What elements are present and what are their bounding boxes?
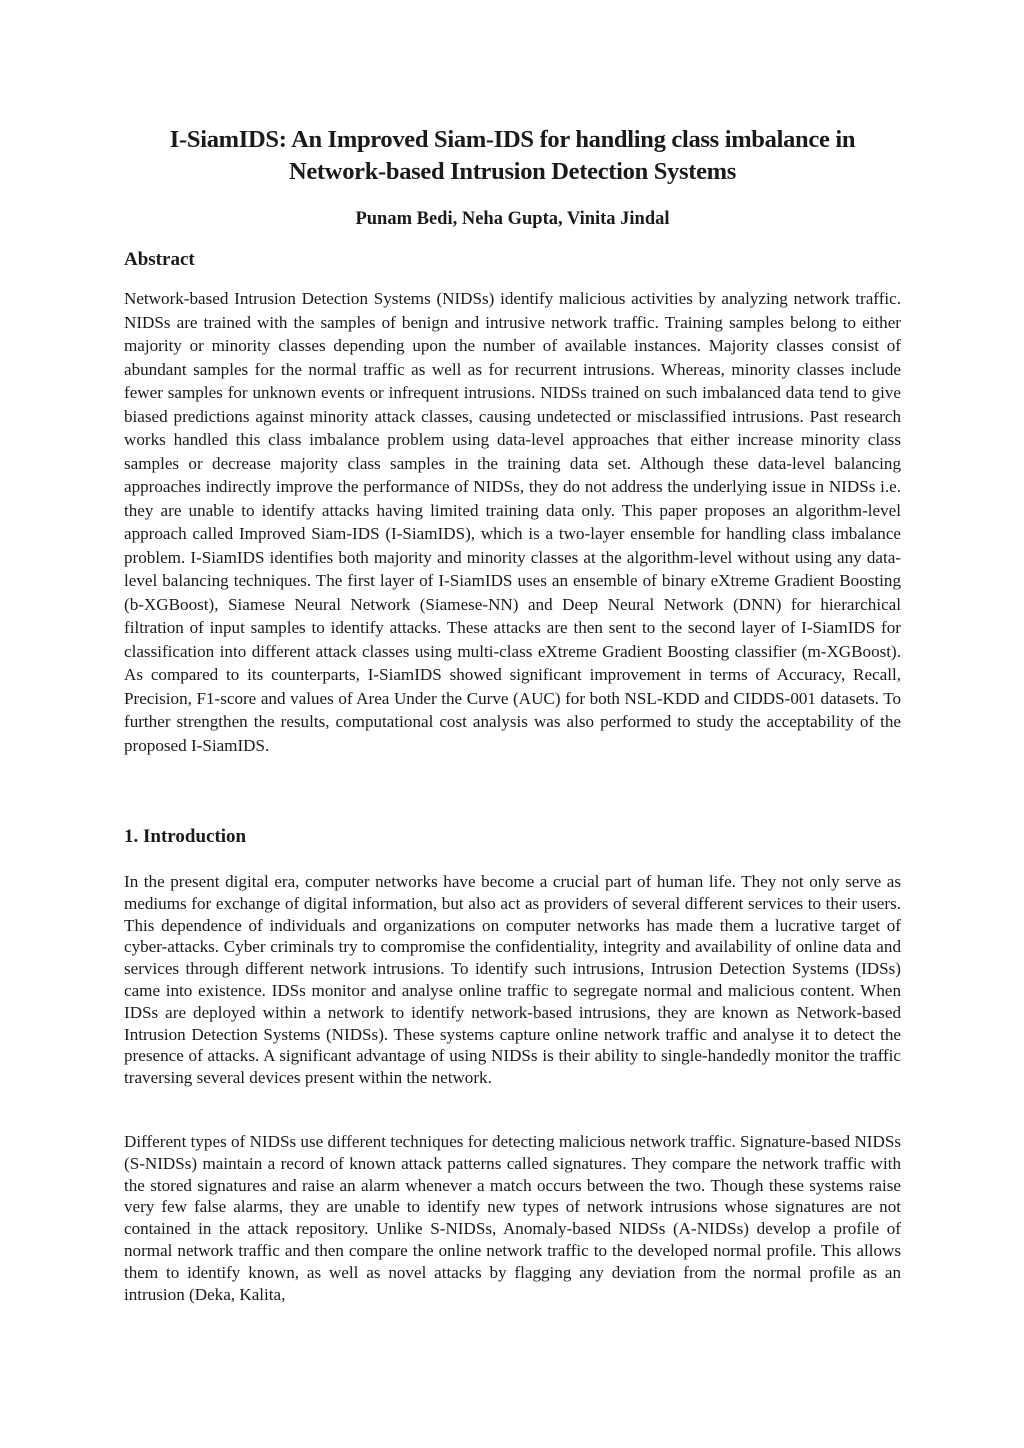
introduction-paragraph-1: In the present digital era, computer networks have become a crucial part of human life. They not only serve as mediums for exchange of digital information, but also act as providers of several different services to their users. This dependence of individuals and organizations on computer networks has made them a lucrative target of cyber-attacks. Cyber criminals try to compromise the confidentiality, integrity and availability of online data and services through different network intrusions. To identify such intrusions, Intrusion Detection Systems (IDSs) came into existence. IDSs monitor and analyse online traffic to segregate normal and malicious content. When IDSs are deployed within a network to identify network-based intrusions, they are known as Network-based Intrusion Detection Systems (NIDSs). These systems capture online network traffic and analyse it to detect the presence of attacks. A significant advantage of using NIDSs is their ability to single-handedly monitor the traffic traversing several devices present within the network. xyxy=(124,872,901,1088)
abstract-heading: Abstract xyxy=(124,249,195,270)
introduction-heading: 1. Introduction xyxy=(124,826,247,847)
paper-title-line-2: Network-based Intrusion Detection Systems xyxy=(288,158,737,185)
introduction-paragraph-2: Different types of NIDSs use different techniques for detecting malicious network traffic. Signature-based NIDSs (S-NIDSs) maintain a record of known attack patterns called signatures. They compare the network traffic with the stored signatures and raise an alarm whenever a match occurs between the two. Though these systems raise very few false alarms, they are unable to identify new types of network intrusions whose signatures are not contained in the attack repository. Unlike S-NIDSs, Anomaly-based NIDSs (A-NIDSs) develop a profile of normal network traffic and then compare the online network traffic to the developed normal profile. This allows them to identify known, as well as novel attacks by flagging any deviation from the normal profile as an intrusion (Deka, Kalita, xyxy=(124,1132,901,1304)
abstract-text: Network-based Intrusion Detection Systems (NIDSs) identify malicious activities by analyzing network traffic. NIDSs are trained with the samples of benign and intrusive network traffic. Training samples belong to either majority or minority classes depending upon the number of available instances. Majority classes consist of abundant samples for the normal traffic as well as for recurrent intrusions. Whereas, minority classes include fewer samples for unknown events or infrequent intrusions. NIDSs trained on such imbalanced data tend to give biased predictions against minority attack classes, causing undetected or misclassified intrusions. Past research works handled this class imbalance problem using data-level approaches that either increase minority class samples or decrease majority class samples in the training data set. Although these data-level balancing approaches indirectly improve the performance of NIDSs, they do not address the underlying issue in NIDSs i.e. they are unable to identify attacks having limited training data only. This paper proposes an algorithm-level approach called Improved Siam-IDS (I-SiamIDS), which is a two-layer ensemble for handling class imbalance problem. I-SiamIDS identifies both majority and minority classes at the algorithm-level without using any data-level balancing techniques. The first layer of I-SiamIDS uses an ensemble of binary eXtreme Gradient Boosting (b-XGBoost), Siamese Neural Network (Siamese-NN) and Deep Neural Network (DNN) for hierarchical filtration of input samples to identify attacks. These attacks are then sent to the second layer of I-SiamIDS for classification into different attack classes using multi-class eXtreme Gradient Boosting classifier (m-XGBoost). As compared to its counterparts, I-SiamIDS showed significant improvement in terms of Accuracy, Recall, Precision, F1-score and values of Area Under the Curve (AUC) for both NSL-KDD and CIDDS-001 datasets. To further strengthen the results, computational cost analysis was also performed to study the acceptability of the proposed I-SiamIDS. xyxy=(124,289,901,755)
paper-authors: Punam Bedi, Neha Gupta, Vinita Jindal xyxy=(355,209,670,229)
paper-title-line-1: I-SiamIDS: An Improved Siam-IDS for handling class imbalance in xyxy=(169,126,856,153)
paper-title xyxy=(110,124,915,188)
